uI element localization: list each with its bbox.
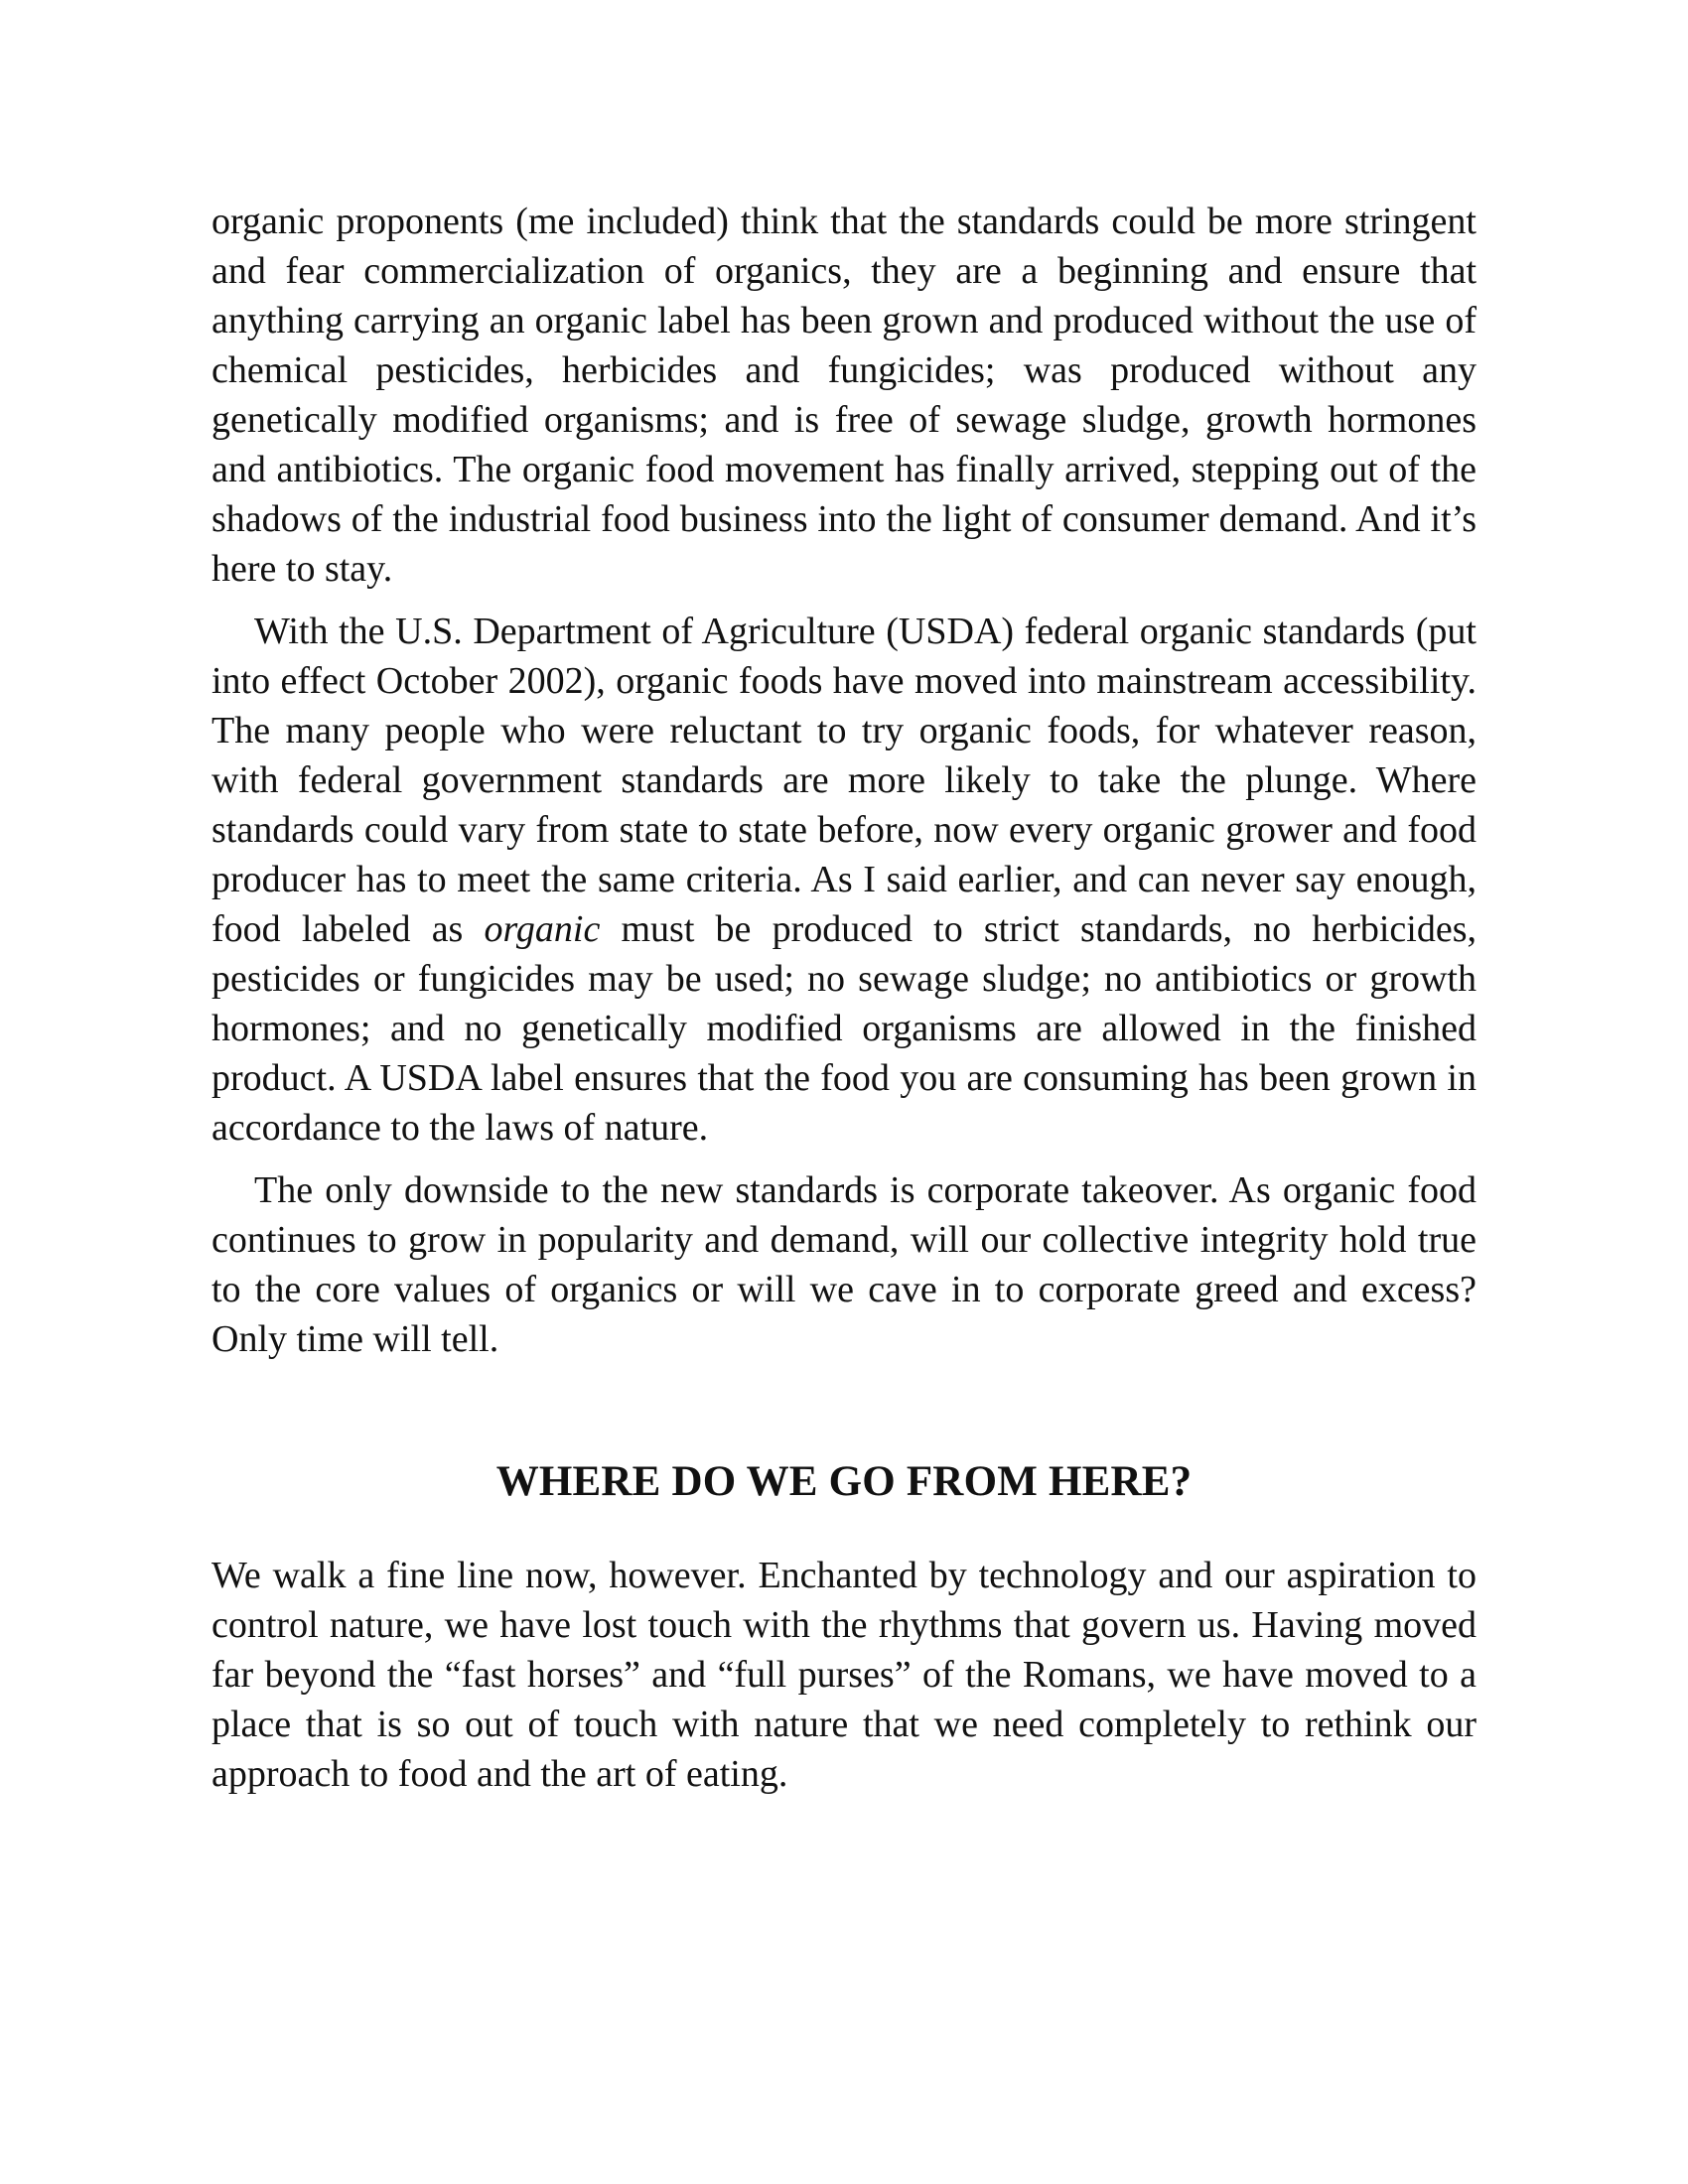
paragraph-fine-line: We walk a fine line now, however. Enchanted by technology and our aspiration to control nature, we have lost touch with the rhythms that govern us. Having moved far beyond the “fast horses” and “full purses” of the Romans, we have moved to a place that is so out of touch with nature that we need completely to rethink our approach to food and the art of eating. xyxy=(211,1555,1477,1795)
paragraph-usda-standards xyxy=(211,607,1477,1153)
paragraph-corporate-takeover: The only downside to the new standards is corporate takeover. As organic food continues to grow in popularity and demand, will our collective integrity hold true to the core values of organics or will we cave in to corporate greed and excess? Only time will tell. xyxy=(211,1169,1477,1360)
paragraph-text: must be produced to strict standards, no herbicides, pesticides or fungicides may be used; no sewage sludge; no antibiotics or growth hormones; and no genetically modified organisms are allowed in the finished product. A USDA label ensures that the food you are consuming has been grown in accordance to the laws of nature. xyxy=(211,908,1477,1149)
italic-term: organic xyxy=(484,908,601,950)
paragraph-organic-standards: organic proponents (me included) think that the standards could be more stringent and fear commercialization of organics, they are a beginning and ensure that anything carrying an organic label has been grown and produced without the use of chemical pesticides, herbicides and fungicides; was produced without any genetically modified organisms; and is free of sewage sludge, growth hormones and antibiotics. The organic food movement has finally arrived, stepping out of the shadows of the industrial food business into the light of consumer demand. And it’s here to stay. xyxy=(211,201,1477,590)
paragraph-text: With the U.S. Department of Agriculture (USDA) federal organic standards (put into effect October 2002), organic foods have moved into mainstream accessibility. The many people who were reluctant to try organic foods, for whatever reason, with federal government standards are more likely to take the plunge. Where standards could vary from state to state before, now every organic grower and food producer has to meet the same criteria. As I said earlier, and can never say enough, food labeled as xyxy=(211,611,1477,950)
document-page xyxy=(211,197,1477,1799)
section-heading: WHERE DO WE GO FROM HERE? xyxy=(495,1458,1193,1505)
